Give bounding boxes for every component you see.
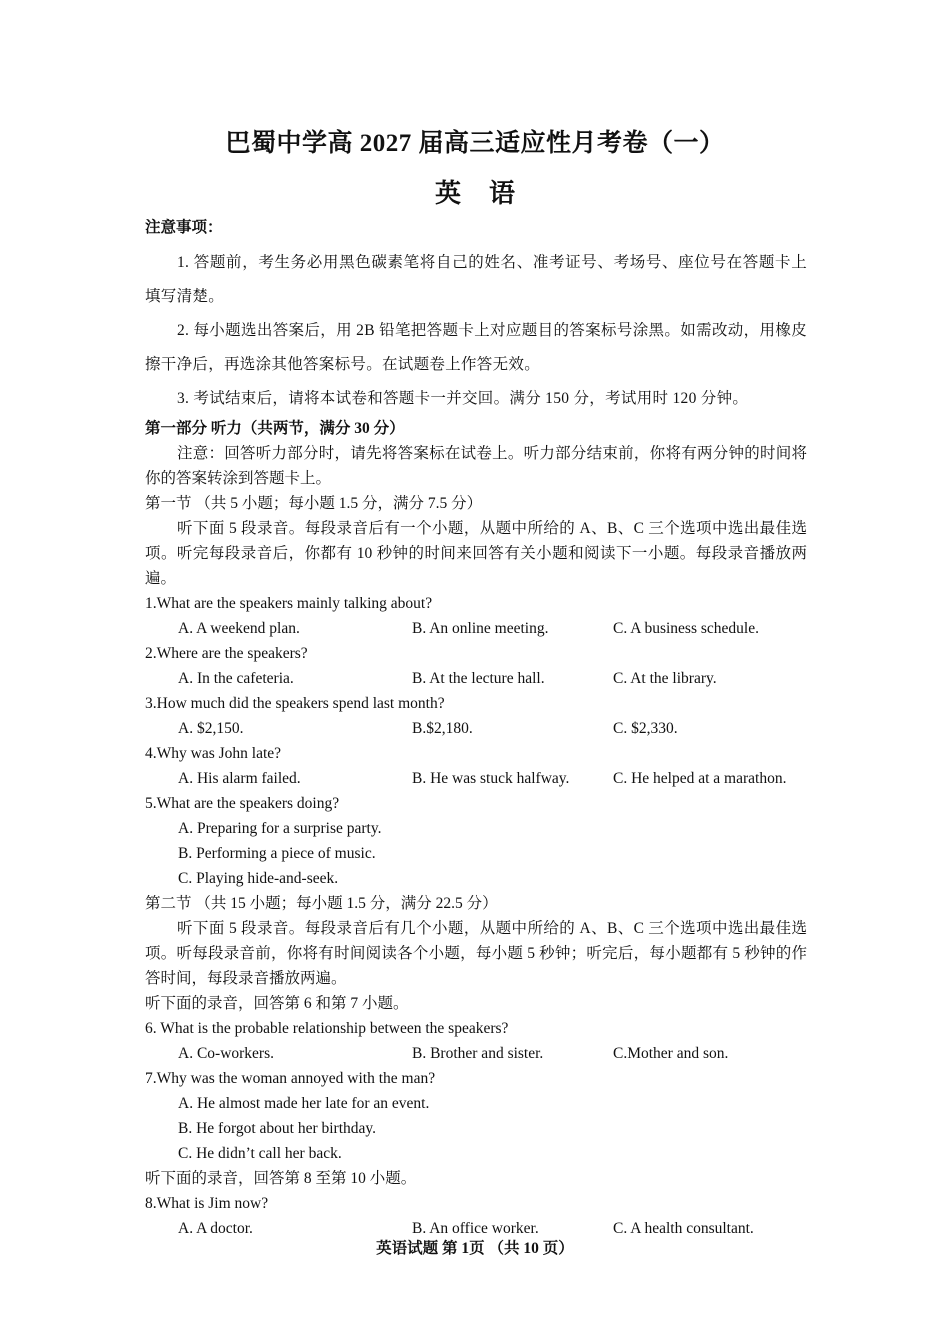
notice-heading: 注意事项： — [145, 219, 223, 236]
question-2: 2.Where are the speakers? — [145, 645, 308, 662]
group-instruction-1: 听下面的录音，回答第 6 和第 7 小题。 — [145, 995, 409, 1012]
option-b: B. Brother and sister. — [412, 1045, 544, 1062]
option-a: A. $2,150. — [178, 720, 244, 737]
section2-heading: 第二节 （共 15 小题；每小题 1.5 分，满分 22.5 分） — [145, 895, 498, 912]
option-c: C. A business schedule. — [613, 620, 759, 637]
subject-title: 英语 — [434, 179, 543, 208]
option-c: C. Playing hide-and-seek. — [178, 870, 339, 887]
question-1: 1.What are the speakers mainly talking about? — [145, 595, 433, 612]
question-3-options — [145, 716, 807, 741]
section1-heading: 第一节 （共 5 小题；每小题 1.5 分，满分 7.5 分） — [145, 495, 483, 512]
exam-content — [145, 214, 807, 1241]
question-6-options — [145, 1041, 807, 1066]
notice-rule-1: 1. 答题前，考生务必用黑色碳素笔将自己的姓名、准考证号、考场号、座位号在答题卡上填写清楚。 — [145, 254, 807, 305]
section2-instructions: 听下面 5 段录音。每段录音后有几个小题，从题中所给的 A、B、C 三个选项中选出最佳选项。听每段录音前，你将有时间阅读各个小题，每小题 5 秒钟；听完后，每小题都有 5 秒钟的作答时间，每段录音播放两遍。 — [145, 920, 807, 987]
notice-rule-2: 2. 每小题选出答案后，用 2B 铅笔把答题卡上对应题目的答案标号涂黑。如需改动，用橡皮擦干净后，再选涂其他答案标号。在试题卷上作答无效。 — [145, 322, 807, 373]
exam-title: 巴蜀中学高 2027 届高三适应性月考卷（一） — [225, 130, 725, 157]
option-b: B. An office worker. — [412, 1220, 539, 1237]
question-8: 8.What is Jim now? — [145, 1195, 269, 1212]
question-4-options — [145, 766, 807, 791]
part1-note: 注意：回答听力部分时，请先将答案标在试卷上。听力部分结束前，你将有两分钟的时间将你的答案转涂到答题卡上。 — [145, 445, 807, 487]
option-a: A. Preparing for a surprise party. — [178, 820, 382, 837]
question-4: 4.Why was John late? — [145, 745, 282, 762]
section1-instructions: 听下面 5 段录音。每段录音后有一个小题，从题中所给的 A、B、C 三个选项中选出最佳选项。听完每段录音后，你都有 10 秒钟的时间来回答有关小题和阅读下一小题。每段录音播放两遍。 — [145, 520, 807, 587]
option-a: A. A weekend plan. — [178, 620, 300, 637]
option-a: A. His alarm failed. — [178, 770, 301, 787]
question-7: 7.Why was the woman annoyed with the man? — [145, 1070, 436, 1087]
option-a: A. A doctor. — [178, 1220, 253, 1237]
option-b: B. He forgot about her birthday. — [178, 1120, 377, 1137]
option-c: C. A health consultant. — [613, 1220, 754, 1237]
question-1-options — [145, 616, 807, 641]
option-a: A. Co-workers. — [178, 1045, 274, 1062]
question-3: 3.How much did the speakers spend last month? — [145, 695, 445, 712]
option-c: C. He helped at a marathon. — [613, 770, 787, 787]
question-6: 6. What is the probable relationship between the speakers? — [145, 1020, 509, 1037]
option-c: C.Mother and son. — [613, 1045, 729, 1062]
group-instruction-2: 听下面的录音，回答第 8 至第 10 小题。 — [145, 1170, 417, 1187]
page-footer: 英语试题 第 1页 （共 10 页） — [376, 1240, 574, 1257]
question-5: 5.What are the speakers doing? — [145, 795, 340, 812]
option-b: B. Performing a piece of music. — [178, 845, 376, 862]
option-b: B. An online meeting. — [412, 620, 549, 637]
option-a: A. He almost made her late for an event. — [178, 1095, 430, 1112]
option-b: B. He was stuck halfway. — [412, 770, 570, 787]
part1-heading: 第一部分 听力（共两节，满分 30 分） — [145, 420, 405, 437]
option-c: C. $2,330. — [613, 720, 678, 737]
notice-rule-3: 3. 考试结束后，请将本试卷和答题卡一并交回。满分 150 分，考试用时 120 分钟。 — [177, 390, 749, 407]
option-c: C. At the library. — [613, 670, 717, 687]
option-b: B.$2,180. — [412, 720, 473, 737]
option-a: A. In the cafeteria. — [178, 670, 294, 687]
option-b: B. At the lecture hall. — [412, 670, 545, 687]
option-c: C. He didn’t call her back. — [178, 1145, 342, 1162]
question-2-options — [145, 666, 807, 691]
